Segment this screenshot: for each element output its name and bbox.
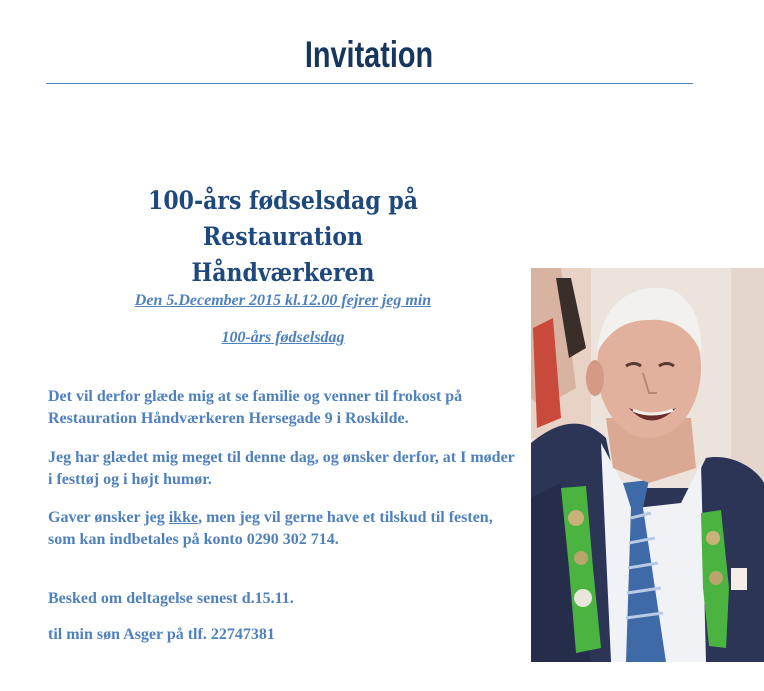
date-line-2: 100-års fødselsdag: [221, 329, 345, 346]
event-heading: [69, 183, 497, 291]
paragraph-rsvp: Besked om deltagelse senest d.15.11.: [48, 590, 294, 607]
event-heading-line-1: 100-års fødselsdag på Restauration: [148, 186, 418, 251]
paragraph-invite: Det vil derfor glæde mig at se familie og venner til frokost på Restauration Håndværkeren Hersegade 9 i Roskilde.: [48, 388, 463, 427]
paragraph-contact: til min søn Asger på tlf. 22747381: [48, 626, 275, 643]
gifts-text-after: , men jeg vil gerne have et tilskud til festen, som kan indbetales på konto 0290 302 714.: [48, 509, 493, 548]
date-line-1: Den 5.December 2015 kl.12.00 fejrer jeg min: [134, 292, 432, 309]
paragraph-dresscode: Jeg har glædet mig meget til denne dag, og ønsker derfor, at I møder i festtøj og i højt humør.: [48, 449, 515, 488]
invitation-title: Invitation: [304, 34, 434, 75]
paragraph-gifts: [48, 507, 518, 551]
portrait-photo: [531, 268, 764, 662]
portrait-illustration: [531, 268, 764, 662]
title-divider: [46, 83, 693, 84]
gifts-emphasis: ikke: [168, 509, 199, 526]
gifts-text-before: Gaver ønsker jeg: [48, 509, 169, 526]
event-heading-line-2: Håndværkeren: [191, 258, 375, 287]
